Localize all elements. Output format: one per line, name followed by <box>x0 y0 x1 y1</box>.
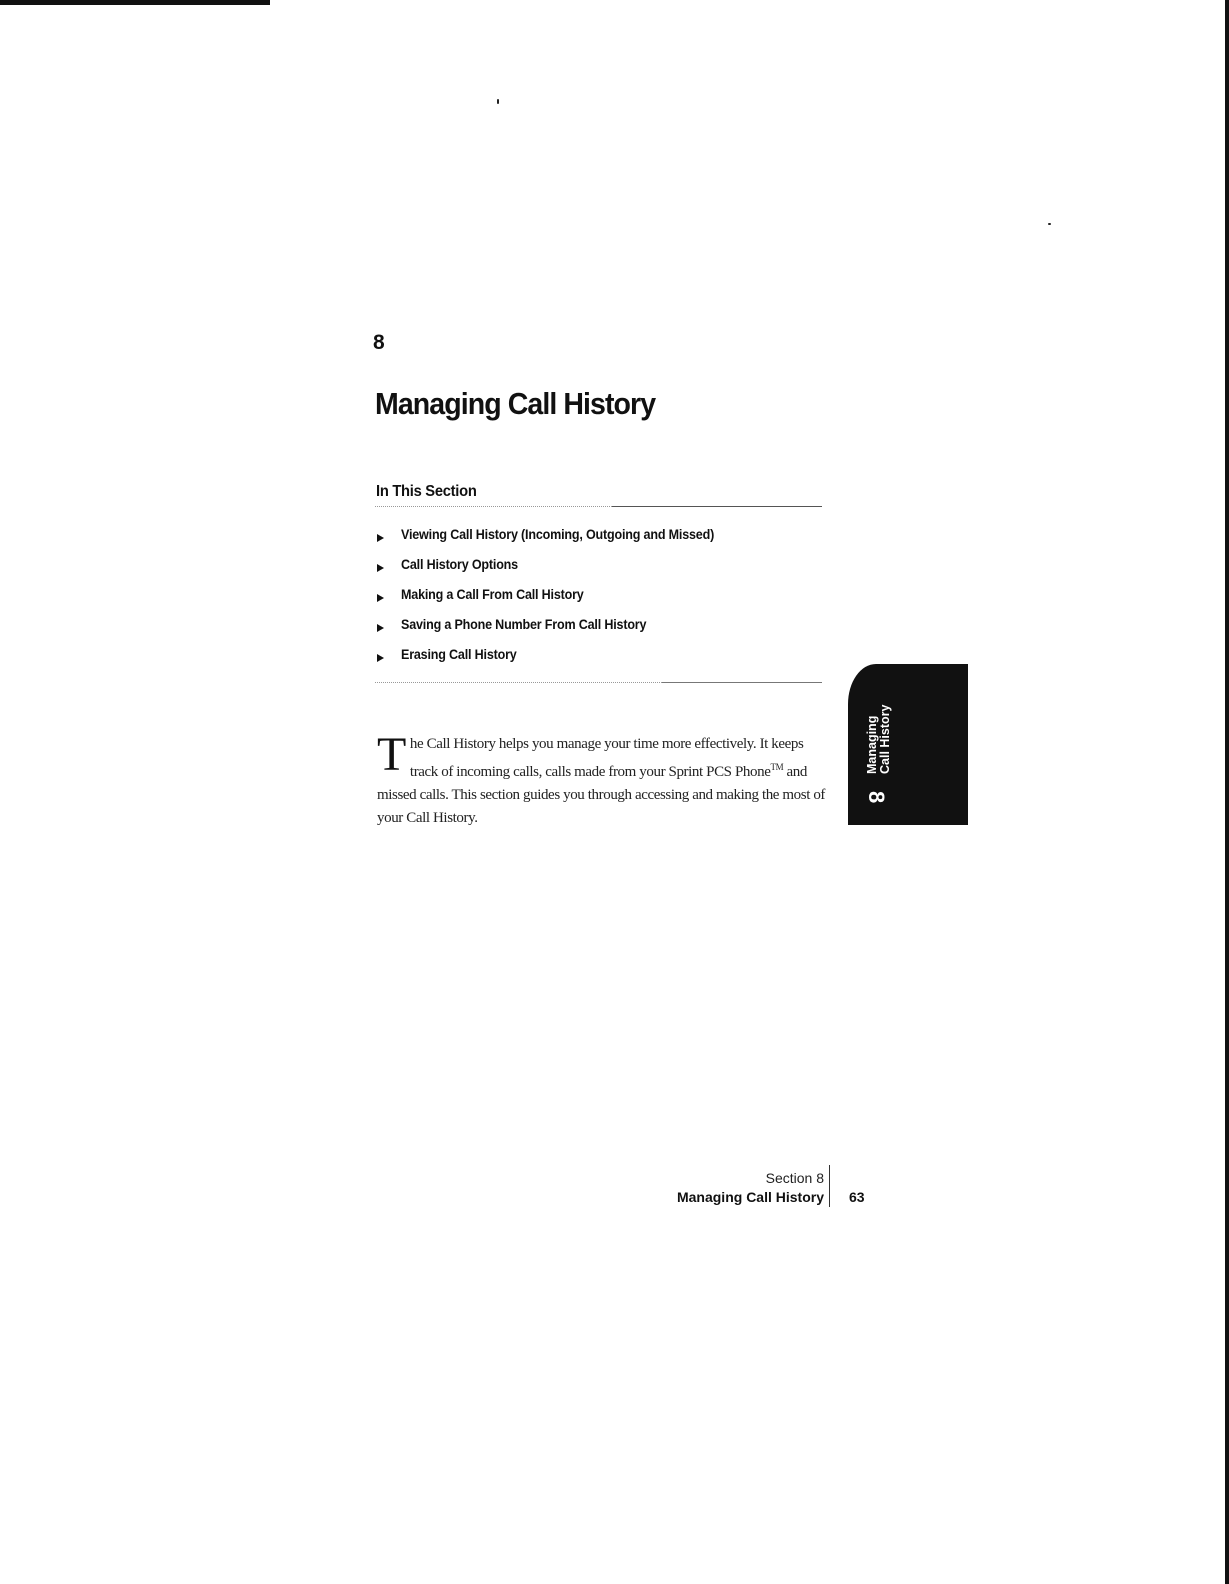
footer-divider <box>829 1165 830 1207</box>
footer-title: Managing Call History <box>676 1189 824 1205</box>
chapter-number: 8 <box>373 331 385 354</box>
list-item-label: Viewing Call History (Incoming, Outgoing and Missed) <box>401 527 715 542</box>
arrow-bullet-icon <box>377 624 384 632</box>
section-side-tab <box>848 664 968 825</box>
page-title: Managing Call History <box>375 386 656 421</box>
page-number: 63 <box>849 1189 865 1205</box>
scan-speck <box>497 99 499 104</box>
in-this-section-heading: In This Section <box>376 483 477 500</box>
arrow-bullet-icon <box>377 564 384 572</box>
intro-paragraph <box>377 728 827 830</box>
list-item-label: Erasing Call History <box>401 647 517 662</box>
list-item[interactable] <box>375 580 738 610</box>
trademark-symbol: TM <box>770 762 784 772</box>
list-item-label: Saving a Phone Number From Call History <box>401 617 647 632</box>
list-item-label: Call History Options <box>401 557 518 572</box>
section-rule-bottom <box>375 682 822 683</box>
scan-speck <box>1048 223 1051 225</box>
section-contents-list <box>375 520 738 670</box>
intro-text-continued: and missed calls. This section guides you through accessing and making the most of your Call History. <box>377 764 826 826</box>
drop-cap: T <box>377 728 406 781</box>
footer-section-label: Section 8 <box>765 1170 824 1186</box>
arrow-bullet-icon <box>377 594 384 602</box>
side-tab-label-line1: Managing <box>865 715 879 774</box>
arrow-bullet-icon <box>377 534 384 542</box>
scan-border-top <box>0 0 270 5</box>
list-item[interactable] <box>375 610 738 640</box>
intro-text: he Call History helps you manage your time more effectively. It keeps track of incoming calls, calls made from your Sprint PCS Phone <box>409 736 804 780</box>
list-item[interactable] <box>375 550 738 580</box>
list-item-label: Making a Call From Call History <box>401 587 584 602</box>
arrow-bullet-icon <box>377 654 384 662</box>
side-tab-number: 8 <box>864 791 889 804</box>
side-tab-label-line2: Call History <box>878 704 892 774</box>
scan-border-right <box>1217 0 1229 1584</box>
list-item[interactable] <box>375 520 738 550</box>
section-rule-top <box>375 506 822 507</box>
side-tab-label <box>866 664 924 774</box>
list-item[interactable] <box>375 640 738 670</box>
